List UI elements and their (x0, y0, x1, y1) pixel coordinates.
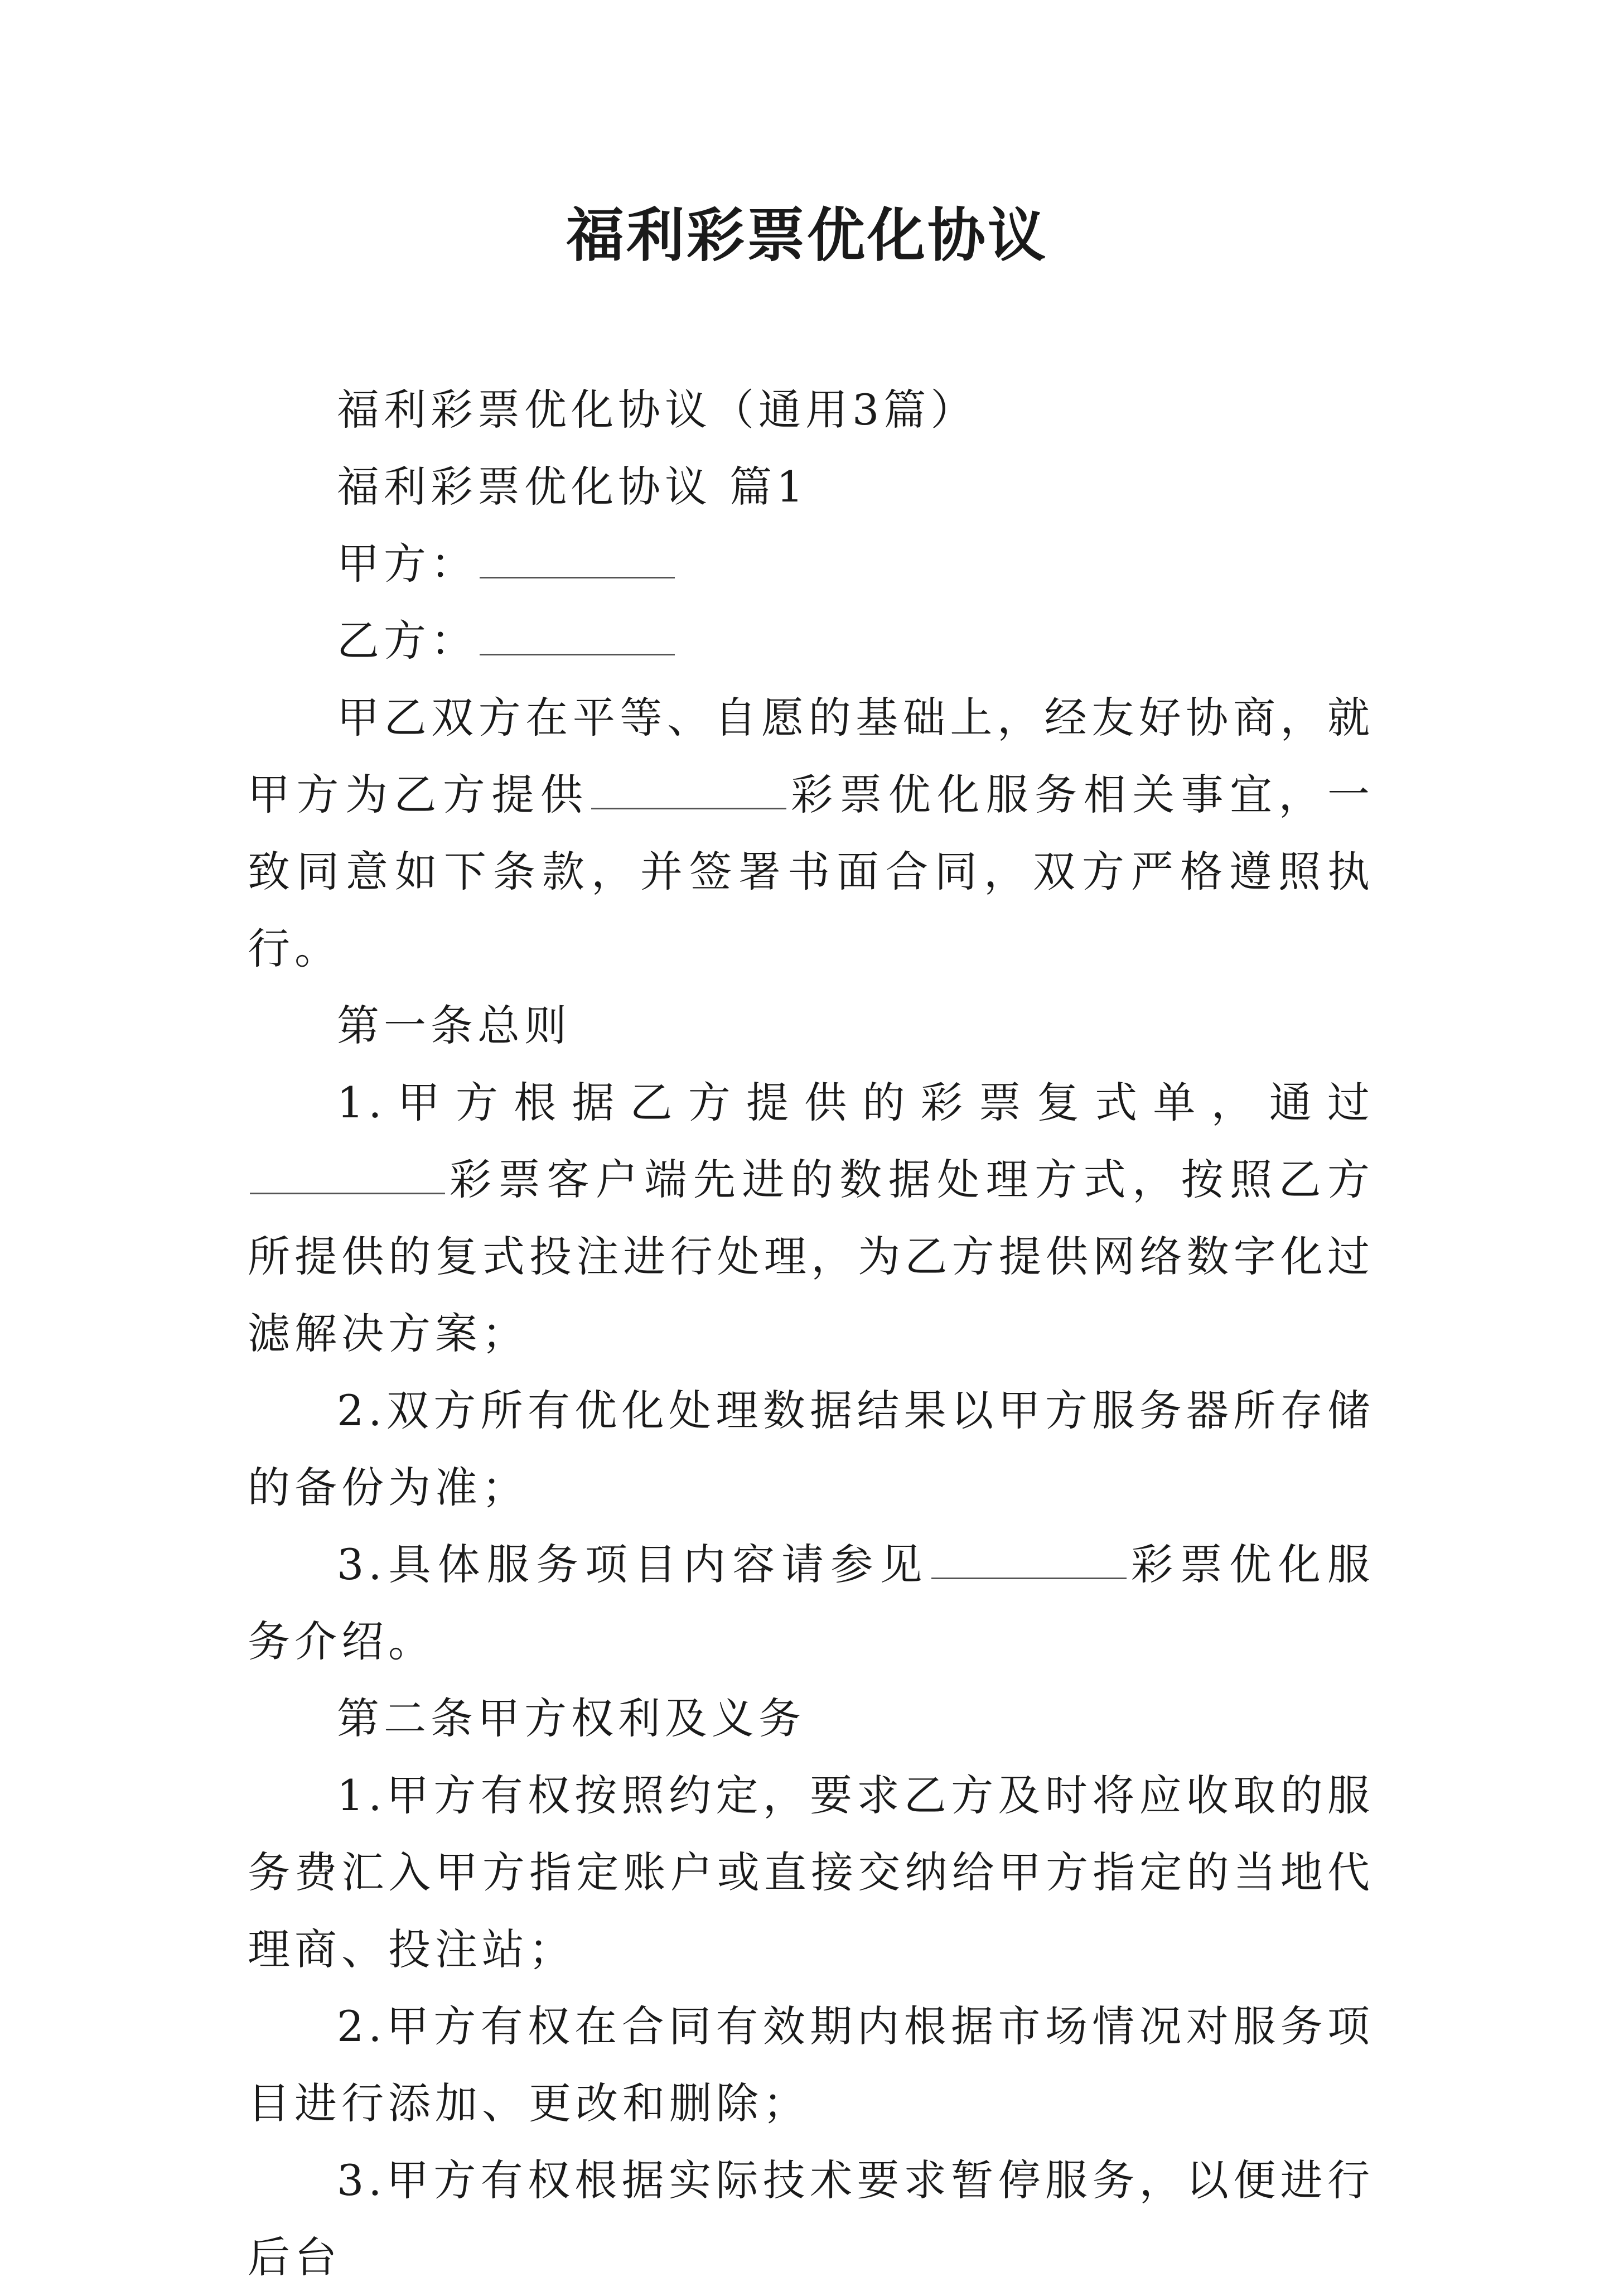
clause-text-before: 1.甲方根据乙方提供的彩票复式单，通过 (337, 1078, 1374, 1127)
paragraph-part-heading: 福利彩票优化协议 篇1 (337, 462, 808, 512)
party-b-blank (480, 620, 675, 655)
party-b-label: 乙方： (337, 616, 477, 665)
clause-text-after: 彩票优化服务介绍。 (248, 1540, 1374, 1666)
intro-blank (591, 774, 786, 809)
intro-text-after: 彩票优化服务相关事宜，一致同意如下条款，并签署书面合同，双方严格遵照执行。 (248, 770, 1375, 973)
clause-blank (250, 1159, 445, 1194)
intro-text-before: 甲乙双方在平等、自愿的基础上，经友好协商，就甲方为乙方提供 (248, 693, 1374, 819)
article-2-clause-2: 2.甲方有权在合同有效期内根据市场情况对服务项目进行添加、更改和删除； (248, 2001, 1374, 2128)
article-2-clause-3: 3.甲方有权根据实际技术要求暂停服务，以便进行后台 (248, 2155, 1374, 2282)
article-1-clause-2: 2.双方所有优化处理数据结果以甲方服务器所存储的备份为准； (248, 1386, 1374, 1512)
article-1-heading: 第一条总则 (337, 1001, 571, 1050)
document-title: 福利彩票优化协议 (566, 201, 1048, 269)
article-1-clause-1 (248, 1064, 1374, 1372)
article-2-clause-1: 1.甲方有权按照约定，要求乙方及时将应收取的服务费汇入甲方指定账户或直接交纳给甲方指定的当地代理商、投注站； (248, 1771, 1374, 1974)
article-2-heading: 第二条甲方权利及义务 (337, 1694, 805, 1743)
document-body (248, 372, 1374, 2296)
clause-blank (931, 1544, 1127, 1579)
clause-text-after: 彩票客户端先进的数据处理方式，按照乙方所提供的复式投注进行处理，为乙方提供网络数字化过滤解决方案； (248, 1155, 1374, 1358)
party-a-blank (480, 543, 675, 578)
clause-text-before: 3.具体服务项目内容请参见 (337, 1540, 929, 1589)
paragraph-party-b (248, 602, 1374, 679)
paragraph-subtitle: 福利彩票优化协议（通用3篇） (337, 385, 978, 435)
article-1-clause-3 (248, 1526, 1374, 1680)
paragraph-party-a (248, 525, 1374, 602)
paragraph-intro (248, 679, 1374, 987)
party-a-label: 甲方： (337, 539, 477, 589)
